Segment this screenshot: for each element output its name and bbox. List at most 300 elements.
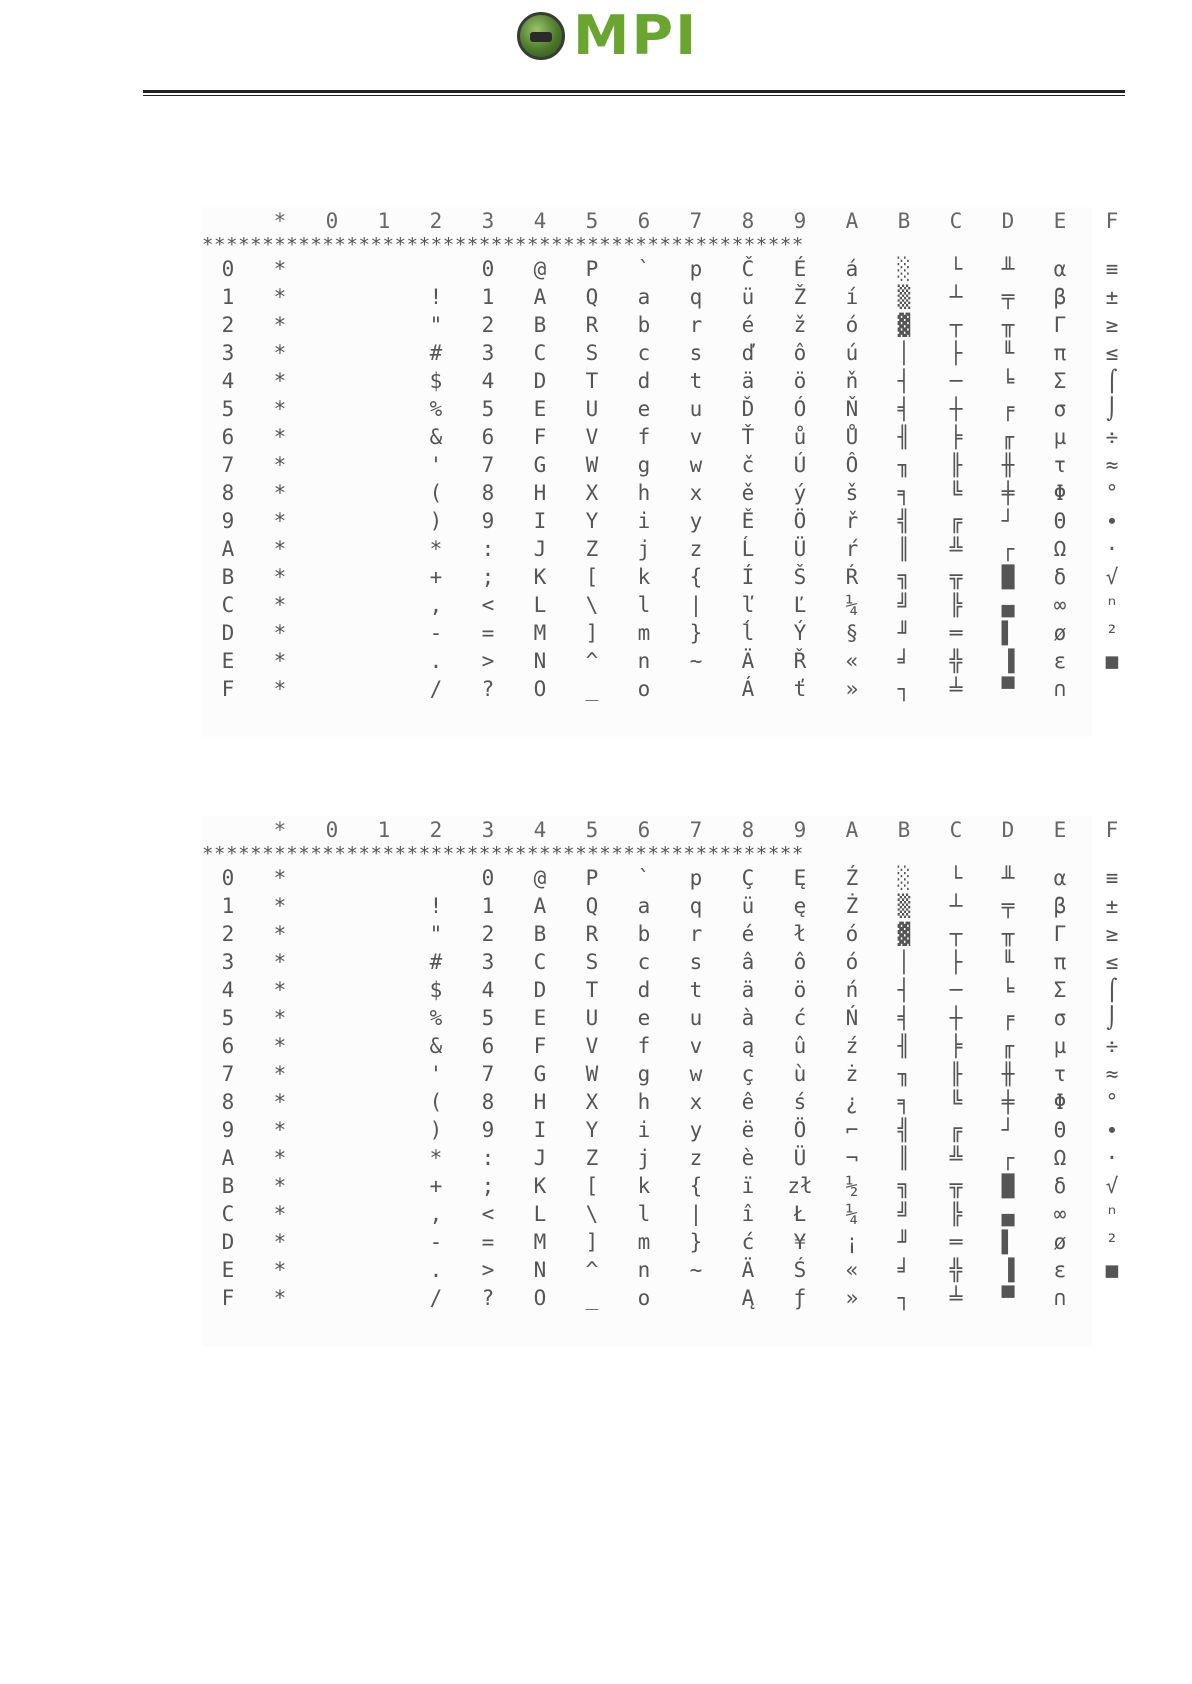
row-header: C [221, 1202, 235, 1226]
table-row [202, 1228, 1119, 1256]
glyph-cell: { [689, 565, 703, 589]
glyph-cell: 4 [481, 978, 495, 1002]
glyph-cell: ö [793, 369, 807, 393]
glyph-cell: U [585, 1006, 599, 1030]
table-row [202, 1284, 1092, 1312]
glyph-cell: E [533, 397, 547, 421]
glyph-cell: _ [585, 1286, 599, 1310]
column-header: 3 [481, 209, 495, 233]
glyph-cell: 6 [481, 425, 495, 449]
glyph-cell: ╔ [949, 1118, 963, 1142]
row-header: 4 [221, 369, 235, 393]
glyph-cell: │ [897, 341, 911, 365]
glyph-cell: o [637, 1286, 651, 1310]
glyph-cell: N [533, 1258, 547, 1282]
glyph-cell: i [637, 509, 651, 533]
glyph-cell: ó [845, 950, 859, 974]
asterisk-separator: ************************************************** [202, 235, 804, 255]
glyph-cell: - [429, 1230, 443, 1254]
glyph-cell: ∩ [1053, 677, 1067, 701]
glyph-cell: ╙ [1001, 341, 1015, 365]
glyph-cell: ź [845, 1034, 859, 1058]
glyph-cell: Ł [793, 1202, 807, 1226]
glyph-cell: n [637, 1258, 651, 1282]
glyph-cell [358, 339, 410, 367]
row-star: * [273, 950, 287, 974]
table-row [202, 395, 1119, 423]
glyph-cell: ² [1105, 1230, 1119, 1254]
glyph-cell: ╕ [897, 481, 911, 505]
table-row [202, 1200, 1119, 1228]
glyph-cell [358, 479, 410, 507]
row-star: * [273, 481, 287, 505]
glyph-cell: + [429, 1174, 443, 1198]
glyph-cell: â [741, 950, 755, 974]
row-header: A [221, 1146, 235, 1170]
glyph-cell: ║ [897, 1146, 911, 1170]
glyph-cell: ╠ [949, 1202, 963, 1226]
charset-table-1 [202, 207, 1119, 737]
glyph-cell: ⌡ [1105, 397, 1119, 421]
glyph-cell: H [533, 1090, 547, 1114]
column-header: F [1105, 818, 1119, 842]
glyph-cell: ▀ [1001, 1286, 1015, 1310]
glyph-cell: % [429, 1006, 443, 1030]
glyph-cell [358, 591, 410, 619]
glyph-cell: Ý [793, 621, 807, 645]
glyph-cell: ┴ [949, 285, 963, 309]
row-header: 3 [221, 341, 235, 365]
glyph-cell: T [585, 978, 599, 1002]
glyph-cell: · [1105, 537, 1119, 561]
glyph-cell: Φ [1053, 1090, 1067, 1114]
glyph-cell [306, 647, 358, 675]
row-header: 8 [221, 481, 235, 505]
glyph-cell: ∩ [1053, 1286, 1067, 1310]
glyph-cell: r [689, 922, 703, 946]
glyph-cell: ÷ [1105, 1034, 1119, 1058]
glyph-cell: š [845, 481, 859, 505]
column-header: E [1053, 209, 1067, 233]
glyph-cell: á [845, 257, 859, 281]
glyph-cell: 0 [481, 257, 495, 281]
row-star: * [273, 1062, 287, 1086]
glyph-cell [358, 1284, 410, 1312]
glyph-cell: ╥ [1001, 922, 1015, 946]
glyph-cell: Ň [845, 397, 859, 421]
glyph-cell: č [741, 453, 755, 477]
table-row [202, 976, 1119, 1004]
glyph-cell: H [533, 481, 547, 505]
glyph-cell: ╦ [949, 565, 963, 589]
glyph-cell: 3 [481, 950, 495, 974]
glyph-cell: ┐ [897, 1286, 911, 1310]
asterisk-separator: ************************************************** [202, 844, 804, 864]
glyph-cell: L [533, 1202, 547, 1226]
glyph-cell: ~ [689, 1258, 703, 1282]
glyph-cell: K [533, 1174, 547, 1198]
glyph-cell: Ω [1053, 537, 1067, 561]
glyph-cell: ø [1053, 621, 1067, 645]
glyph-cell [358, 892, 410, 920]
glyph-cell [358, 920, 410, 948]
glyph-cell: w [689, 453, 703, 477]
glyph-cell: P [585, 866, 599, 890]
glyph-cell: ž [793, 313, 807, 337]
glyph-cell: W [585, 453, 599, 477]
glyph-cell: ┼ [949, 397, 963, 421]
glyph-cell: [ [585, 1174, 599, 1198]
glyph-cell: S [585, 341, 599, 365]
glyph-cell: Ń [845, 1006, 859, 1030]
glyph-cell: ! [429, 894, 443, 918]
row-star: * [273, 1090, 287, 1114]
glyph-cell: ╪ [1001, 1090, 1015, 1114]
glyph-cell: ╫ [1001, 1062, 1015, 1086]
glyph-cell: 9 [481, 509, 495, 533]
glyph-cell: ╘ [1001, 369, 1015, 393]
column-header: 1 [377, 818, 391, 842]
glyph-cell: Σ [1053, 369, 1067, 393]
glyph-cell [358, 367, 410, 395]
row-header: 3 [221, 950, 235, 974]
glyph-cell: τ [1053, 1062, 1067, 1086]
glyph-cell: u [689, 1006, 703, 1030]
row-header: 0 [221, 866, 235, 890]
glyph-cell: V [585, 425, 599, 449]
glyph-cell [306, 948, 358, 976]
table-row [202, 479, 1119, 507]
glyph-cell: 8 [481, 481, 495, 505]
glyph-cell: w [689, 1062, 703, 1086]
glyph-cell: h [637, 1090, 651, 1114]
glyph-cell: ê [741, 1090, 755, 1114]
glyph-cell: @ [533, 257, 547, 281]
glyph-cell: , [429, 1202, 443, 1226]
glyph-cell: ▐ [1001, 649, 1015, 673]
glyph-cell: ŕ [845, 537, 859, 561]
glyph-cell [306, 1116, 358, 1144]
glyph-cell: v [689, 1034, 703, 1058]
glyph-cell: ╣ [897, 509, 911, 533]
glyph-cell: 2 [481, 922, 495, 946]
glyph-cell: ┤ [897, 978, 911, 1002]
glyph-cell: ą [741, 1034, 755, 1058]
glyph-cell: ▓ [897, 313, 911, 337]
column-header: 6 [637, 818, 651, 842]
glyph-cell: ╬ [949, 1258, 963, 1282]
glyph-cell: Í [741, 565, 755, 589]
glyph-cell [670, 675, 722, 703]
glyph-cell [358, 619, 410, 647]
glyph-cell [358, 1060, 410, 1088]
row-star: * [273, 1286, 287, 1310]
glyph-cell: 1 [481, 285, 495, 309]
glyph-cell: 2 [481, 313, 495, 337]
glyph-cell [410, 864, 462, 892]
glyph-cell: τ [1053, 453, 1067, 477]
column-header: D [1001, 209, 1015, 233]
glyph-cell: ▐ [1001, 1258, 1015, 1282]
glyph-cell: ù [793, 1062, 807, 1086]
column-header: 2 [429, 818, 443, 842]
glyph-cell: m [637, 1230, 651, 1254]
row-star: * [273, 341, 287, 365]
glyph-cell: ─ [949, 369, 963, 393]
glyph-cell: \ [585, 593, 599, 617]
glyph-cell: ╤ [1001, 285, 1015, 309]
glyph-cell: » [845, 677, 859, 701]
glyph-cell: ╧ [949, 1286, 963, 1310]
glyph-cell: Y [585, 509, 599, 533]
glyph-cell: x [689, 481, 703, 505]
glyph-cell [306, 1004, 358, 1032]
glyph-cell: 4 [481, 369, 495, 393]
glyph-cell: ε [1053, 1258, 1067, 1282]
glyph-cell: ] [585, 1230, 599, 1254]
row-star: * [273, 537, 287, 561]
glyph-cell: ╩ [949, 537, 963, 561]
glyph-cell: ┐ [897, 677, 911, 701]
row-header: 5 [221, 1006, 235, 1030]
glyph-cell: _ [585, 677, 599, 701]
glyph-cell: é [741, 922, 755, 946]
glyph-cell: ┬ [949, 922, 963, 946]
glyph-cell: ≥ [1105, 922, 1119, 946]
glyph-cell: a [637, 894, 651, 918]
glyph-cell: ▌ [1001, 621, 1015, 645]
column-header: 8 [741, 818, 755, 842]
glyph-cell: z [689, 537, 703, 561]
glyph-cell: ï [741, 1174, 755, 1198]
glyph-cell: 1 [481, 894, 495, 918]
glyph-cell [358, 395, 410, 423]
glyph-cell: , [429, 593, 443, 617]
glyph-cell: ? [481, 677, 495, 701]
table-row [202, 647, 1119, 675]
glyph-cell: ~ [689, 649, 703, 673]
glyph-cell: » [845, 1286, 859, 1310]
row-header: 8 [221, 1090, 235, 1114]
glyph-cell: Ó [793, 397, 807, 421]
glyph-cell [358, 1172, 410, 1200]
table-row [202, 1032, 1119, 1060]
glyph-cell: # [429, 341, 443, 365]
glyph-cell: ╚ [949, 1090, 963, 1114]
glyph-cell [358, 1144, 410, 1172]
glyph-cell: q [689, 894, 703, 918]
glyph-cell [306, 1256, 358, 1284]
glyph-cell: Ú [793, 453, 807, 477]
row-header: 2 [221, 922, 235, 946]
row-header: 6 [221, 425, 235, 449]
glyph-cell: ⌡ [1105, 1006, 1119, 1030]
glyph-cell: ľ [741, 593, 755, 617]
column-header: B [897, 209, 911, 233]
glyph-cell: 6 [481, 1034, 495, 1058]
glyph-cell: ; [481, 565, 495, 589]
glyph-cell: ⁿ [1105, 1202, 1119, 1226]
row-star: * [273, 1258, 287, 1282]
glyph-cell: Ô [845, 453, 859, 477]
glyph-cell: ╓ [1001, 425, 1015, 449]
glyph-cell: ▄ [1001, 1202, 1015, 1226]
glyph-cell: Č [741, 257, 755, 281]
row-star: * [273, 922, 287, 946]
glyph-cell: M [533, 621, 547, 645]
glyph-cell: Ç [741, 866, 755, 890]
glyph-cell [306, 451, 358, 479]
glyph-cell: P [585, 257, 599, 281]
glyph-cell: Γ [1053, 313, 1067, 337]
glyph-cell: î [741, 1202, 755, 1226]
column-header: * [273, 818, 287, 842]
glyph-cell: ■ [1105, 1258, 1119, 1282]
glyph-cell: µ [1053, 1034, 1067, 1058]
glyph-cell: ô [793, 341, 807, 365]
glyph-cell: ∞ [1053, 593, 1067, 617]
glyph-cell: ╗ [897, 1174, 911, 1198]
glyph-cell: Ö [793, 509, 807, 533]
glyph-cell: ż [845, 1062, 859, 1086]
glyph-cell: } [689, 1230, 703, 1254]
glyph-cell: π [1053, 341, 1067, 365]
glyph-cell: ┘ [1001, 1118, 1015, 1142]
table-row [202, 339, 1119, 367]
glyph-cell: ě [741, 481, 755, 505]
glyph-cell: ▓ [897, 922, 911, 946]
glyph-cell: ř [845, 509, 859, 533]
glyph-cell: J [533, 537, 547, 561]
glyph-cell: a [637, 285, 651, 309]
glyph-cell: ═ [949, 1230, 963, 1254]
glyph-cell: ć [741, 1230, 755, 1254]
glyph-cell: ± [1105, 894, 1119, 918]
row-star: * [273, 509, 287, 533]
mpi-logo [517, 4, 699, 67]
row-header: 1 [221, 285, 235, 309]
glyph-cell: / [429, 677, 443, 701]
glyph-cell: ╛ [897, 649, 911, 673]
row-header: B [221, 565, 235, 589]
glyph-cell: Ą [741, 1286, 755, 1310]
glyph-cell: V [585, 1034, 599, 1058]
glyph-cell: ö [793, 978, 807, 1002]
glyph-cell: ó [845, 922, 859, 946]
glyph-cell: 0 [481, 866, 495, 890]
glyph-cell: Q [585, 894, 599, 918]
glyph-cell [306, 479, 358, 507]
glyph-cell: ╞ [949, 425, 963, 449]
glyph-cell: ░ [897, 866, 911, 890]
glyph-cell: ^ [585, 649, 599, 673]
glyph-cell: ≤ [1105, 341, 1119, 365]
glyph-cell: Ŕ [845, 565, 859, 589]
glyph-cell: ╤ [1001, 894, 1015, 918]
column-header: A [845, 818, 859, 842]
glyph-cell [358, 535, 410, 563]
glyph-cell: ť [793, 677, 807, 701]
table-row [202, 563, 1119, 591]
glyph-cell: ć [793, 1006, 807, 1030]
glyph-cell: ¼ [845, 1202, 859, 1226]
glyph-cell: Φ [1053, 481, 1067, 505]
glyph-cell: ` [637, 257, 651, 281]
glyph-cell: π [1053, 950, 1067, 974]
glyph-cell: ░ [897, 257, 911, 281]
glyph-cell [358, 948, 410, 976]
table-row [202, 1256, 1119, 1284]
glyph-cell: ≡ [1105, 866, 1119, 890]
glyph-cell: h [637, 481, 651, 505]
glyph-cell: ( [429, 1090, 443, 1114]
column-header: C [949, 209, 963, 233]
glyph-cell: ≈ [1105, 1062, 1119, 1086]
glyph-cell: > [481, 649, 495, 673]
glyph-cell: B [533, 922, 547, 946]
glyph-cell: ° [1105, 481, 1119, 505]
column-header: 0 [325, 209, 339, 233]
glyph-cell: Ů [845, 425, 859, 449]
glyph-cell: s [689, 341, 703, 365]
glyph-cell: Ż [845, 894, 859, 918]
glyph-cell: § [845, 621, 859, 645]
glyph-cell [306, 1060, 358, 1088]
glyph-cell: b [637, 313, 651, 337]
glyph-cell: D [533, 978, 547, 1002]
table-row [202, 1060, 1119, 1088]
column-header: F [1105, 209, 1119, 233]
glyph-cell: ś [793, 1090, 807, 1114]
glyph-cell: L [533, 593, 547, 617]
glyph-cell: Ę [793, 866, 807, 890]
glyph-cell: t [689, 369, 703, 393]
row-star: * [273, 1034, 287, 1058]
glyph-cell: Ü [793, 1146, 807, 1170]
glyph-cell: k [637, 565, 651, 589]
glyph-cell: F [533, 1034, 547, 1058]
glyph-cell [306, 892, 358, 920]
table-row [202, 1116, 1119, 1144]
column-header-row [202, 207, 1119, 235]
glyph-cell: | [689, 1202, 703, 1226]
glyph-cell: K [533, 565, 547, 589]
glyph-cell: ╓ [1001, 1034, 1015, 1058]
glyph-cell: B [533, 313, 547, 337]
glyph-cell: O [533, 1286, 547, 1310]
glyph-cell: ; [481, 1174, 495, 1198]
row-star: * [273, 453, 287, 477]
glyph-cell: U [585, 397, 599, 421]
glyph-cell: ¥ [793, 1230, 807, 1254]
glyph-cell: ! [429, 285, 443, 309]
table-row [202, 367, 1119, 395]
glyph-cell: E [533, 1006, 547, 1030]
glyph-cell: D [533, 369, 547, 393]
glyph-cell: T [585, 369, 599, 393]
row-star: * [273, 866, 287, 890]
glyph-cell: ď [741, 341, 755, 365]
row-star: * [273, 621, 287, 645]
column-header: B [897, 818, 911, 842]
table-row [202, 892, 1119, 920]
glyph-cell [306, 1088, 358, 1116]
glyph-cell: & [429, 1034, 443, 1058]
glyph-cell: ² [1105, 621, 1119, 645]
glyph-cell: * [429, 1146, 443, 1170]
glyph-cell: G [533, 453, 547, 477]
glyph-cell: ] [585, 621, 599, 645]
